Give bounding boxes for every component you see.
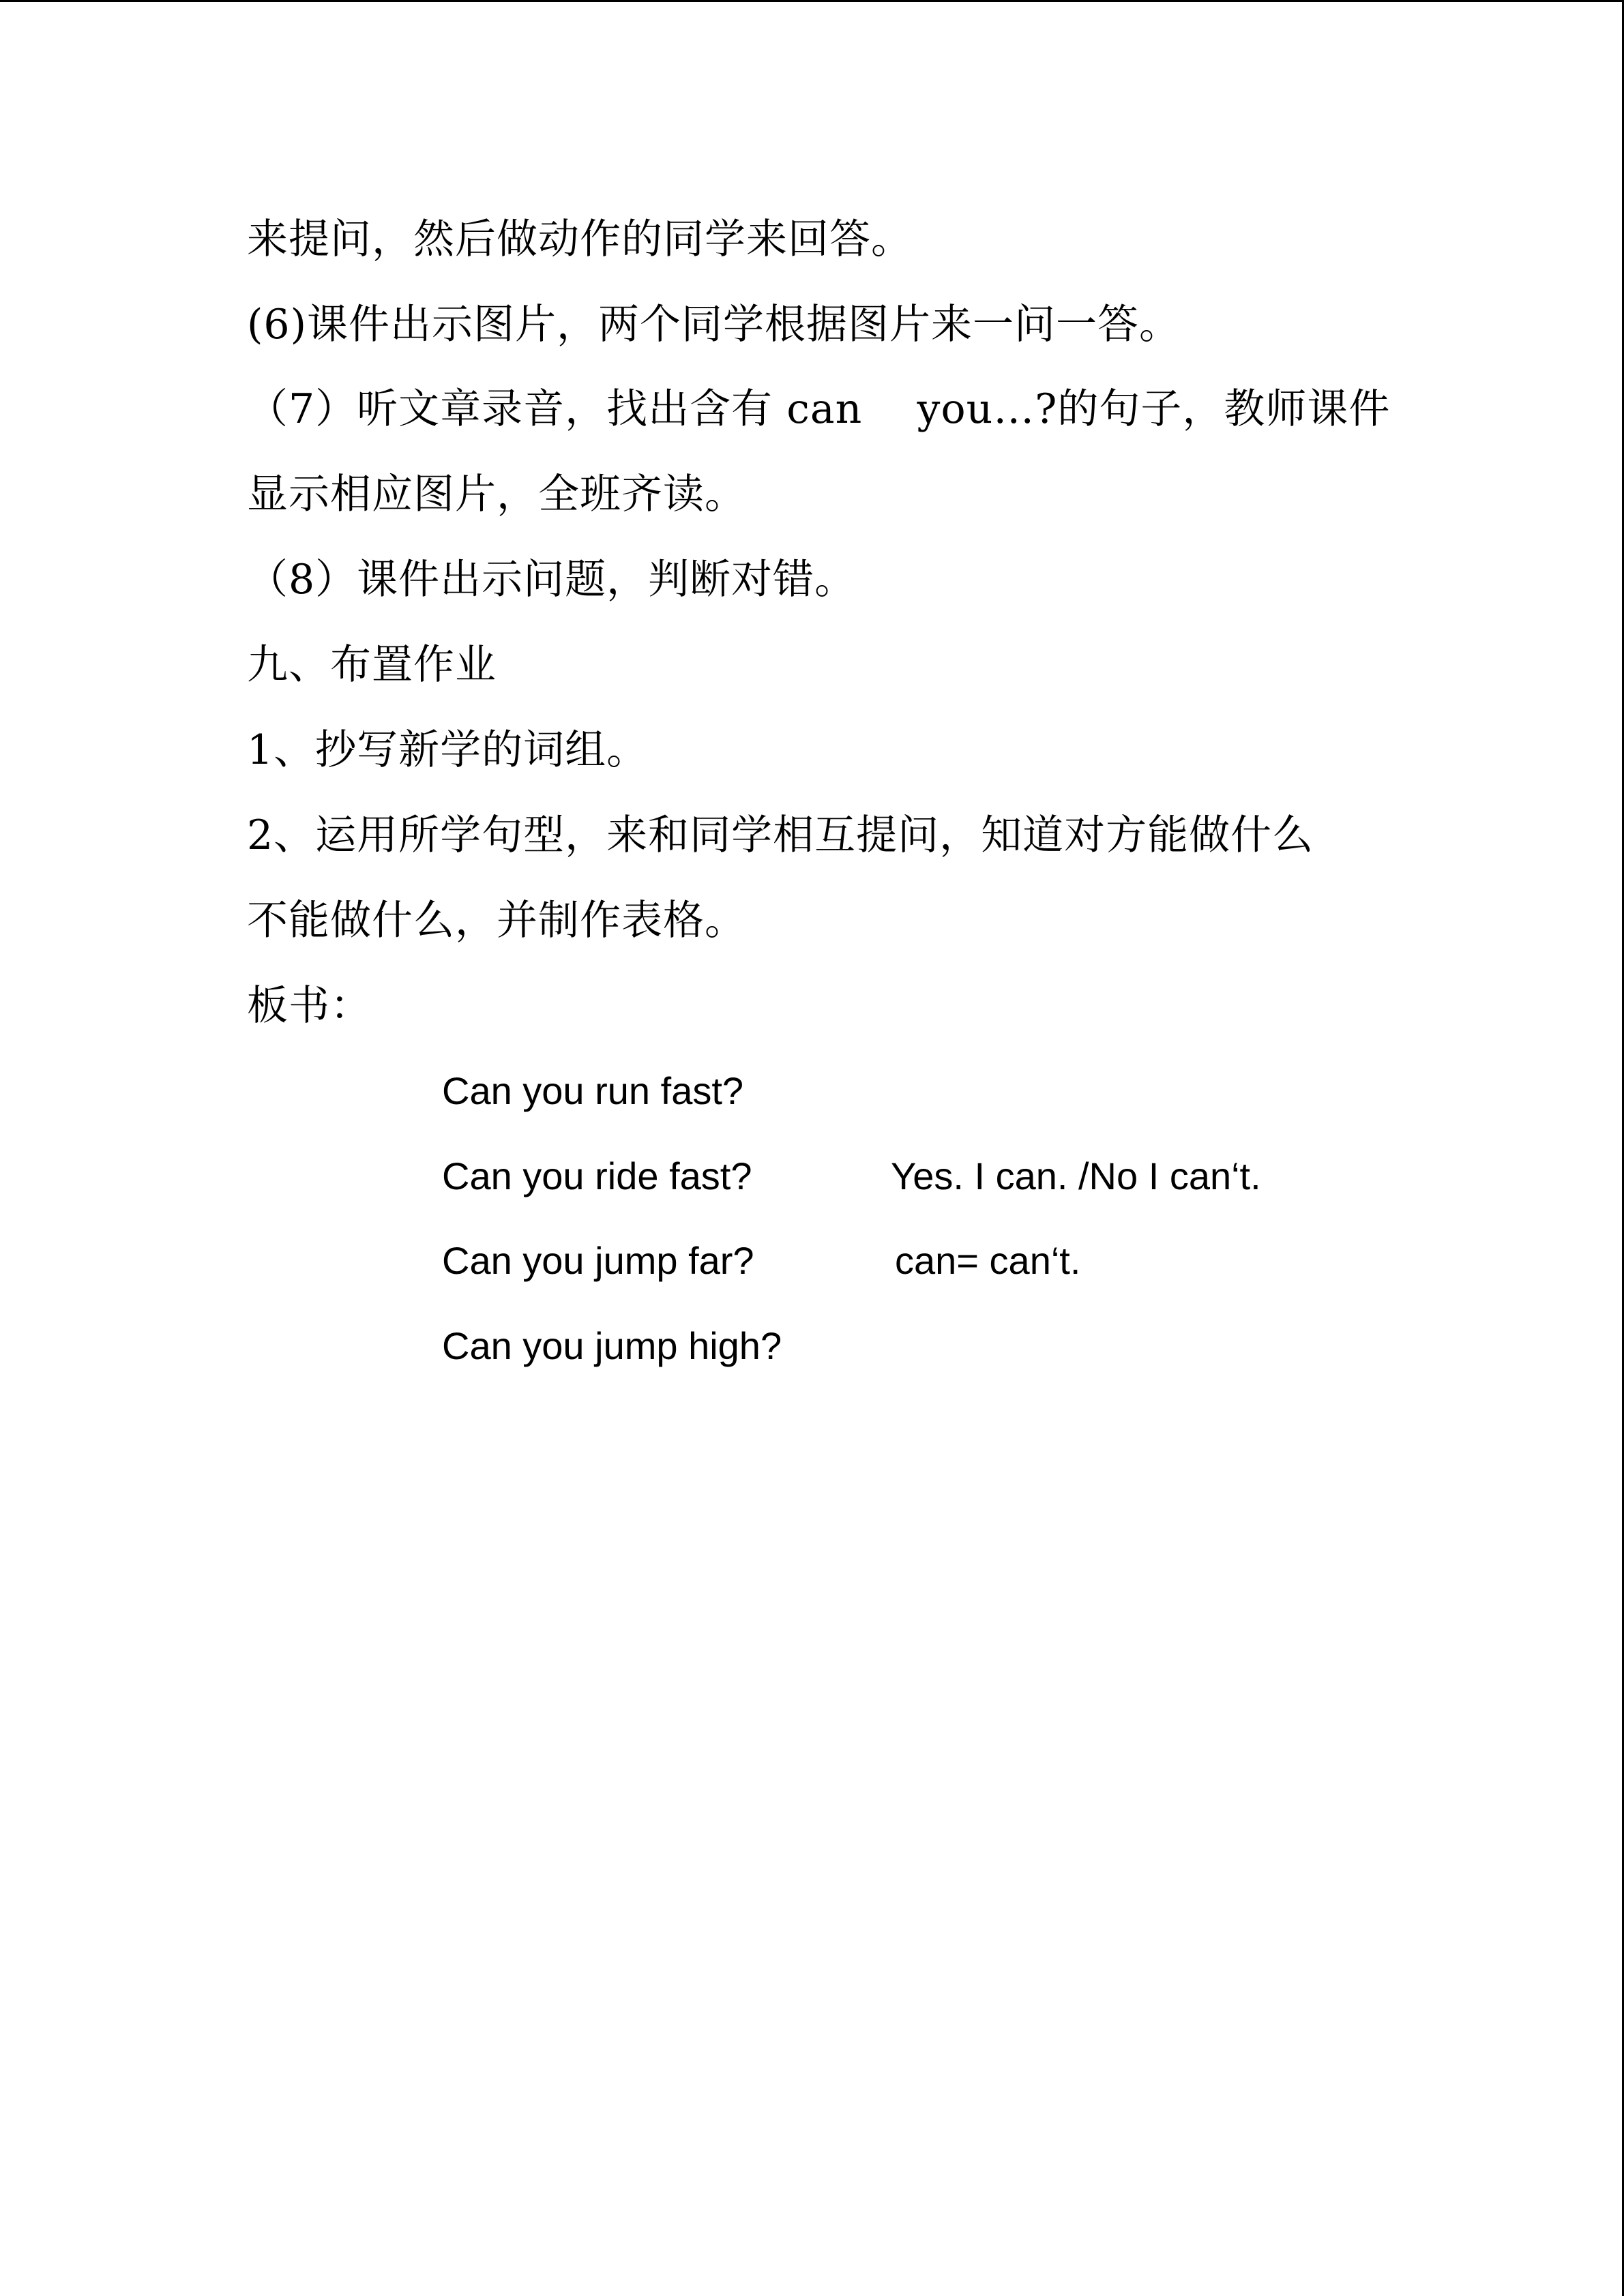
- homework-item-2: 2、运用所学句型，来和同学相互提问，知道对方能做什么: [247, 811, 1314, 859]
- text-line-4: 显示相应图片，全班齐读。: [247, 471, 746, 518]
- board-question-4: Can you jump high?: [442, 1324, 782, 1367]
- text-line-5: （8）课件出示问题，判断对错。: [247, 556, 857, 603]
- text-line-2: (6)课件出示图片，两个同学根据图片来一问一答。: [247, 301, 1181, 348]
- board-question-3: Can you jump far?: [442, 1239, 754, 1282]
- board-answer: Yes. I can. /No I can‘t.: [891, 1154, 1261, 1197]
- board-question-2: Can you ride fast?: [442, 1154, 752, 1197]
- page-border-top: [0, 0, 1624, 2]
- text-line-3: （7）听文章录音，找出含有 can you…?的句子，教师课件: [247, 385, 1391, 433]
- board-contrast: can= can‘t.: [895, 1239, 1081, 1282]
- homework-item-1: 1、抄写新学的词组。: [247, 726, 649, 774]
- board-question-1: Can you run fast?: [442, 1069, 744, 1112]
- text-line-1: 来提问，然后做动作的同学来回答。: [247, 215, 913, 263]
- homework-item-2-continued: 不能做什么，并制作表格。: [247, 897, 746, 944]
- board-heading: 板书：: [247, 982, 372, 1030]
- section-heading-homework: 九、布置作业: [247, 641, 497, 689]
